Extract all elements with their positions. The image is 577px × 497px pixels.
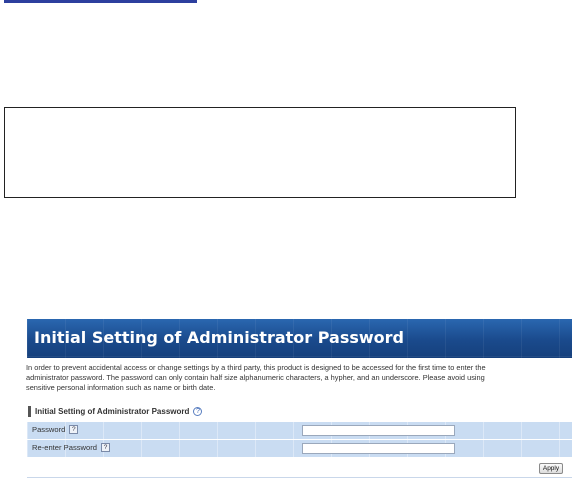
reenter-password-label-group [32,443,110,452]
admin-password-panel [27,319,572,479]
page-title: Initial Setting of Administrator Password [34,328,404,347]
description [26,363,574,393]
section-header [28,405,202,417]
password-field[interactable] [302,425,455,436]
help-icon[interactable]: ? [193,407,202,416]
reenter-password-row [27,440,572,457]
top-rule [4,0,197,3]
reenter-password-field[interactable] [302,443,455,454]
section-marker [28,406,31,417]
divider [27,477,572,478]
description-line: In order to prevent accidental access or change settings by a third party, this product is designed to be accessed for the first time to enter the [26,363,486,372]
password-row [27,422,572,439]
empty-frame [4,107,516,198]
help-icon[interactable]: ? [101,443,110,452]
section-title: Initial Setting of Administrator Password [35,406,190,416]
description-line: sensitive personal information such as name or birth date. [26,383,216,392]
title-banner [27,319,572,358]
reenter-password-label: Re-enter Password [32,443,97,452]
password-label: Password [32,425,66,434]
description-line: administrator password. The password can only contain half size alphanumeric characters, a hypher, and an underscore. Please avoid using [26,373,485,382]
apply-button[interactable]: Apply [539,463,563,474]
password-label-group [32,425,78,434]
help-icon[interactable]: ? [69,425,78,434]
